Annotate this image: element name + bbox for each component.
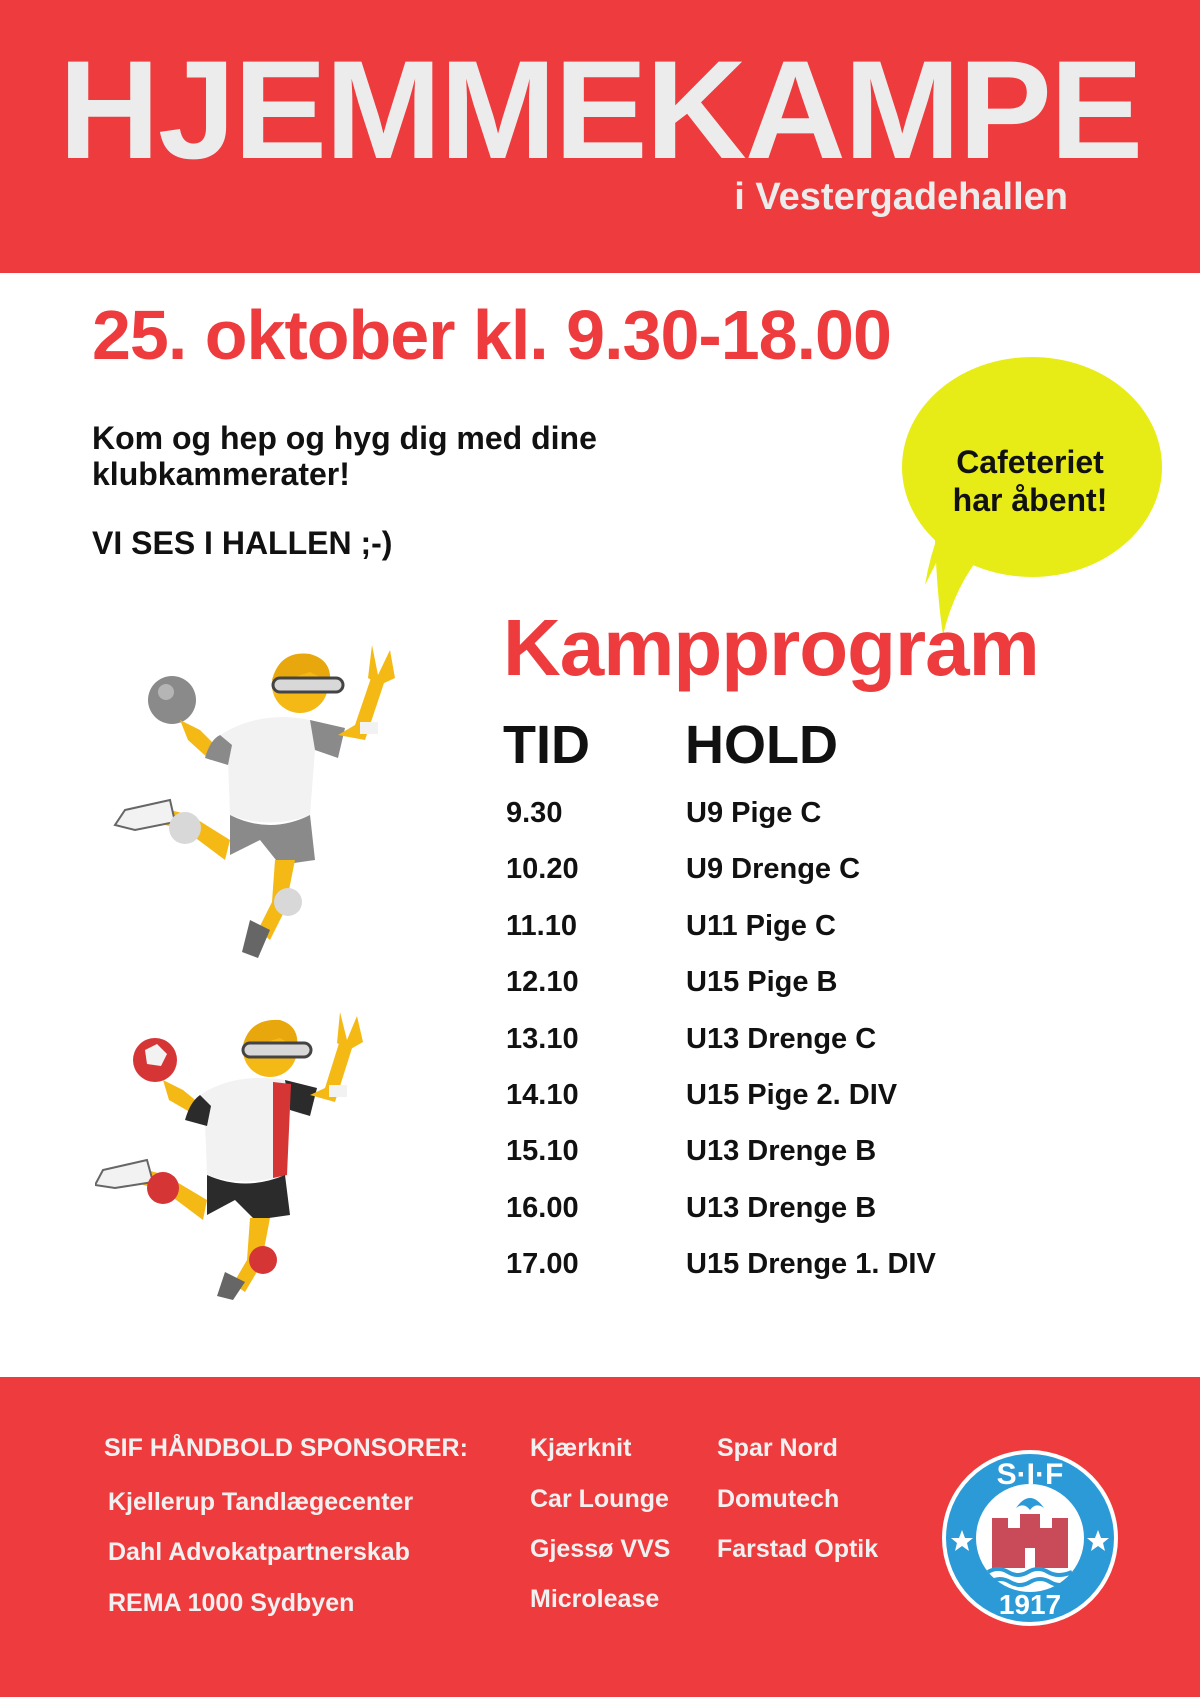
schedule-row bbox=[503, 908, 1003, 964]
match-team: U15 Pige 2. DIV bbox=[686, 1078, 898, 1111]
match-team: U9 Drenge C bbox=[686, 853, 861, 886]
logo-letters: S·I·F bbox=[996, 1458, 1064, 1491]
match-team: U15 Drenge 1. DIV bbox=[686, 1248, 936, 1281]
handball-player-gray-icon bbox=[110, 640, 410, 960]
venue-subtitle: i Vestergadehallen bbox=[734, 176, 1068, 218]
cafeteria-line-1: Cafeteriet bbox=[956, 444, 1104, 480]
sponsor-name: Dahl Advokatpartnerskab bbox=[108, 1538, 410, 1566]
intro-line-2: klubkammerater! bbox=[92, 456, 350, 492]
closing-text: VI SES I HALLEN ;-) bbox=[92, 525, 393, 561]
schedule-row bbox=[503, 964, 1003, 1020]
column-header-team: HOLD bbox=[685, 715, 838, 775]
event-date-time: 25. oktober kl. 9.30-18.00 bbox=[92, 296, 891, 374]
intro-line-1: Kom og hep og hyg dig med dine bbox=[92, 420, 597, 456]
schedule-row bbox=[503, 851, 1003, 907]
handball-player-red-icon bbox=[95, 1010, 395, 1300]
column-header-time: TID bbox=[503, 715, 590, 775]
program-title: Kampprogram bbox=[503, 603, 1039, 692]
sponsor-name: REMA 1000 Sydbyen bbox=[108, 1589, 355, 1617]
schedule-row bbox=[503, 1190, 1003, 1246]
logo-year: 1917 bbox=[998, 1589, 1062, 1620]
match-time: 15.10 bbox=[506, 1135, 579, 1168]
match-time: 14.10 bbox=[506, 1078, 579, 1111]
schedule-row bbox=[503, 1077, 1003, 1133]
sif-club-logo-icon bbox=[940, 1448, 1120, 1628]
match-time: 16.00 bbox=[506, 1191, 579, 1224]
match-time: 11.10 bbox=[506, 909, 577, 942]
match-schedule bbox=[503, 795, 1003, 1303]
sponsor-name: Car Lounge bbox=[530, 1485, 669, 1513]
match-team: U13 Drenge B bbox=[686, 1135, 877, 1168]
schedule-row bbox=[503, 1021, 1003, 1077]
sponsor-name: Gjessø VVS bbox=[530, 1535, 671, 1563]
match-time: 13.10 bbox=[506, 1022, 579, 1055]
match-team: U13 Drenge C bbox=[686, 1022, 877, 1055]
sponsor-name: Kjellerup Tandlægecenter bbox=[108, 1488, 414, 1516]
cafeteria-notice bbox=[920, 443, 1140, 519]
match-team: U11 Pige C bbox=[686, 909, 836, 942]
sponsor-name: Farstad Optik bbox=[717, 1535, 879, 1563]
sponsor-name: Spar Nord bbox=[717, 1434, 838, 1462]
sponsor-name: Domutech bbox=[717, 1485, 840, 1513]
page-title: HJEMMEKAMPE bbox=[58, 31, 1142, 188]
cafeteria-line-2: har åbent! bbox=[952, 482, 1108, 518]
match-time: 12.10 bbox=[506, 966, 579, 999]
sponsors-heading: SIF HÅNDBOLD SPONSORER: bbox=[104, 1434, 468, 1462]
match-team: U13 Drenge B bbox=[686, 1191, 877, 1224]
match-team: U9 Pige C bbox=[686, 797, 822, 829]
schedule-row bbox=[503, 1133, 1003, 1189]
sponsor-name: Microlease bbox=[530, 1585, 660, 1613]
intro-text bbox=[92, 420, 712, 492]
schedule-row bbox=[503, 1246, 1003, 1302]
sponsor-name: Kjærknit bbox=[530, 1434, 632, 1462]
match-time: 10.20 bbox=[506, 853, 579, 886]
match-time: 17.00 bbox=[506, 1248, 579, 1281]
match-time: 9.30 bbox=[506, 797, 563, 829]
schedule-row bbox=[503, 795, 1003, 851]
match-team: U15 Pige B bbox=[686, 966, 838, 999]
